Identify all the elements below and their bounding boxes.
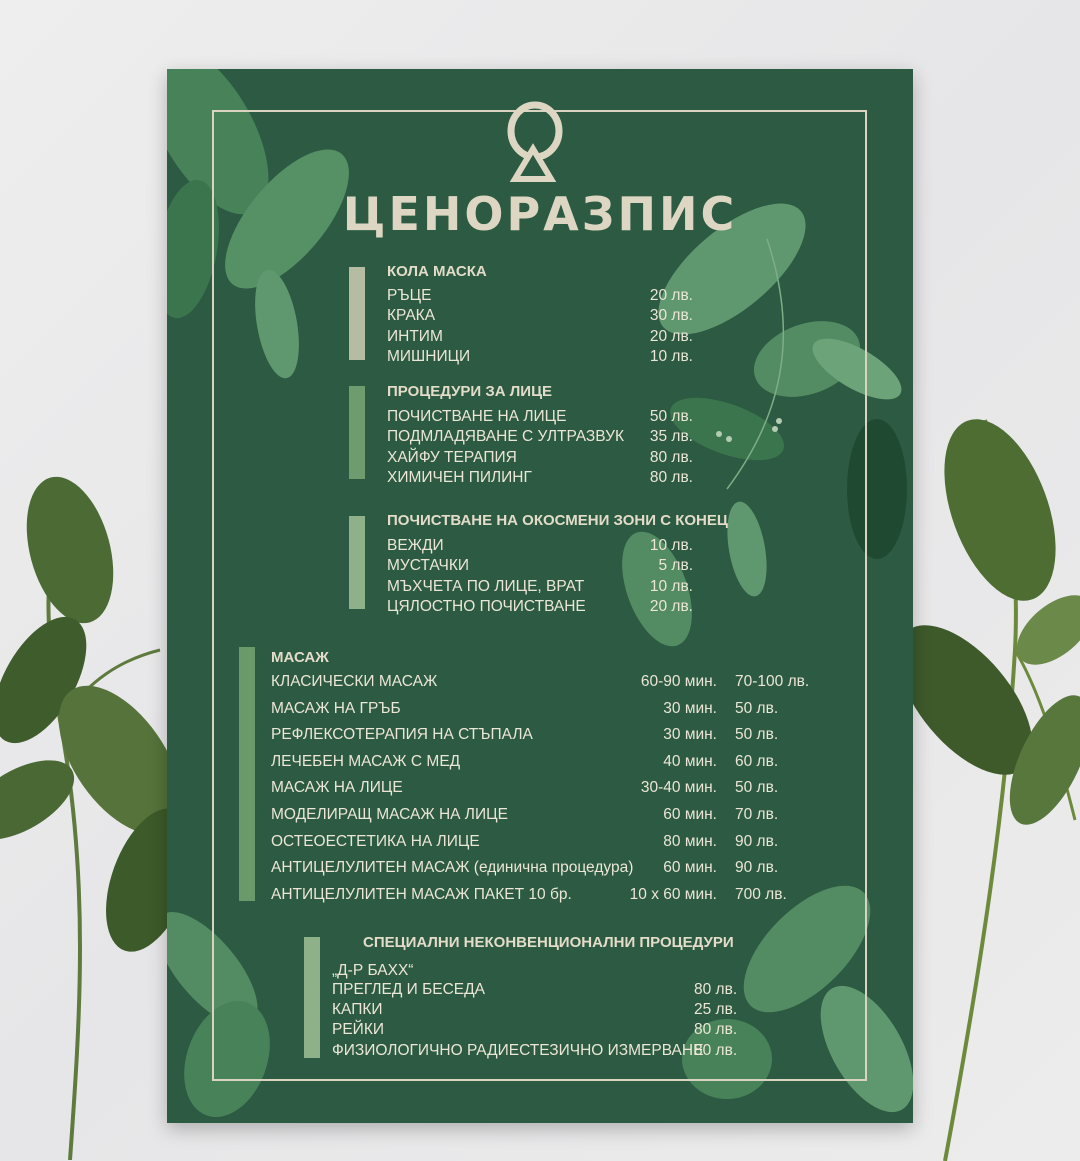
section-accent-bar [304,937,320,1058]
service-name: АНТИЦЕЛУЛИТЕН МАСАЖ ПАКЕТ 10 бр. [271,885,572,903]
service-duration: 60 мин. [663,806,717,823]
service-name: КРАКА [387,307,436,325]
service-price: 80 лв. [694,981,738,998]
service-price: 20 лв. [649,597,693,615]
service-duration: 60-90 мин. [640,673,717,690]
service-name: ИНТИМ [387,327,443,345]
service-name: АНТИЦЕЛУЛИТЕН МАСАЖ (единична процедура) [271,859,634,877]
service-name: МАСАЖ НА ЛИЦЕ [271,779,403,797]
service-price: 35 лв. [649,428,693,446]
section-title-wax: КОЛА МАСКА [387,263,487,280]
service-price: 700 лв. [735,885,787,903]
leaf-branch-left-decoration [0,460,170,1160]
section-title-threading: ПОЧИСТВАНЕ НА ОКОСМЕНИ ЗОНИ С КОНЕЦ [387,512,728,529]
service-duration: 80 мин. [663,832,717,850]
service-name: РЕЙКИ [332,1021,384,1039]
section-accent-bar [349,267,365,360]
service-name: ОСТЕОЕСТЕТИКА НА ЛИЦЕ [271,832,480,850]
section-accent-bar [349,386,365,479]
service-price: 80 лв. [694,1041,738,1059]
service-name: МУСТАЧКИ [387,557,470,575]
section-accent-bar [349,516,365,609]
page-title: ЦЕНОРАЗПИС [342,187,738,241]
price-list-poster: ЦЕНОРАЗПИС КОЛА МАСКА ПРОЦЕДУРИ ЗА ЛИЦЕ ПОЧИСТВАНЕ НА ОКОСМЕНИ ЗОНИ С КОНЕЦ МАСАЖ СПЕЦИАЛНИ НЕКОНВЕНЦИОНАЛНИ ПРОЦЕДУРИ „Д-Р БАХХ“ РЪЦЕ 20 лв. КРАКА 30 лв. ИНТИМ 20 лв. МИШНИЦИ 10 лв. ПОЧИСТВАНЕ НА ЛИЦЕ 50 лв. ПОДМЛАДЯВАНЕ С УЛТРАЗВУК 35 лв. ХАЙФУ ТЕРАПИЯ 80 лв. ХИМИЧЕН ПИЛИНГ 80 лв. ВЕЖДИ 10 лв. МУСТАЧКИ 5 лв. МЪХЧЕТА ПО ЛИЦЕ, ВРАТ 10 лв. ЦЯЛОСТНО ПОЧИСТВАНЕ 20 лв. КЛАСИЧЕСКИ МАСАЖ 60-90 мин. 70-100 лв. МАСАЖ НА ГРЪБ 30 мин. 50 лв. РЕФЛЕКСОТЕРАПИЯ НА СТЪПАЛА 30 мин. 50 лв. ЛЕЧЕБЕН МАСАЖ С МЕД 40 мин. 60 лв. МАСАЖ НА ЛИЦЕ 30-40 мин. 50 лв. МОДЕЛИРАЩ МАСАЖ НА ЛИЦЕ 60 мин. 70 лв. ОСТЕОЕСТЕТИКА НА ЛИЦЕ 80 мин. 90 лв. АНТИЦЕЛУЛИТЕН МАСАЖ (единична процедура) 60 мин. 90 лв. АНТИЦЕЛУЛИТЕН МАСАЖ ПАКЕТ 10 бр. 10 x 60 мин. 700 лв. ПРЕГЛЕД И БЕСЕДА 80 лв. КАПКИ 25 лв. РЕЙКИ 80 лв. ФИЗИОЛОГИЧНО РАДИЕСТЕЗИЧНО ИЗМЕРВАНЕ 80 лв. [167,69,913,1123]
service-price: 10 лв. [649,347,693,365]
service-price: 90 лв. [735,859,779,877]
service-name: МАСАЖ НА ГРЪБ [271,699,401,717]
service-name: ХАЙФУ ТЕРАПИЯ [387,448,517,466]
service-name: ЛЕЧЕБЕН МАСАЖ С МЕД [271,752,461,770]
service-price: 70 лв. [735,806,779,823]
service-name: ФИЗИОЛОГИЧНО РАДИЕСТЕЗИЧНО ИЗМЕРВАНЕ [332,1041,704,1059]
service-name: РЪЦЕ [387,287,432,304]
service-name: КЛАСИЧЕСКИ МАСАЖ [271,673,438,690]
service-price: 60 лв. [735,752,779,770]
service-price: 70-100 лв. [735,673,810,690]
service-price: 30 лв. [649,307,693,325]
service-price: 50 лв. [735,726,779,744]
service-price: 10 лв. [649,537,693,554]
service-name: ПОДМЛАДЯВАНЕ С УЛТРАЗВУК [387,428,624,446]
section-title-special: СПЕЦИАЛНИ НЕКОНВЕНЦИОНАЛНИ ПРОЦЕДУРИ [363,934,734,951]
service-name: ПРЕГЛЕД И БЕСЕДА [332,981,485,998]
service-name: ПОЧИСТВАНЕ НА ЛИЦЕ [387,408,567,425]
service-duration: 30-40 мин. [640,779,717,797]
service-price: 25 лв. [694,1001,738,1019]
service-price: 20 лв. [649,327,693,345]
service-name: МИШНИЦИ [387,347,471,365]
service-duration: 40 мин. [663,752,717,770]
service-price: 50 лв. [735,779,779,797]
service-name: РЕФЛЕКСОТЕРАПИЯ НА СТЪПАЛА [271,726,533,744]
service-price: 20 лв. [649,287,693,304]
service-price: 80 лв. [649,448,693,466]
service-price: 5 лв. [658,557,693,575]
section-accent-bar [239,647,255,901]
section-title-face: ПРОЦЕДУРИ ЗА ЛИЦЕ [387,383,553,400]
service-name: МОДЕЛИРАЩ МАСАЖ НА ЛИЦЕ [271,806,508,823]
service-name: ЦЯЛОСТНО ПОЧИСТВАНЕ [387,597,586,615]
service-price: 10 лв. [649,577,693,595]
service-duration: 60 мин. [663,859,717,877]
service-price: 80 лв. [649,468,693,486]
service-name: ВЕЖДИ [387,537,444,554]
service-price: 50 лв. [735,699,779,717]
service-duration: 30 мин. [663,699,717,717]
service-name: ХИМИЧЕН ПИЛИНГ [387,468,532,486]
service-name: МЪХЧЕТА ПО ЛИЦЕ, ВРАТ [387,577,585,595]
service-name: КАПКИ [332,1001,383,1019]
service-price: 90 лв. [735,832,779,850]
brand-logo-icon [503,97,579,187]
section-title-massage: МАСАЖ [271,649,329,666]
service-price: 80 лв. [694,1021,738,1039]
service-duration: 10 x 60 мин. [629,885,717,903]
service-duration: 30 мин. [663,726,717,744]
service-price: 50 лв. [649,408,693,425]
leaf-branch-right-decoration [905,400,1080,1161]
